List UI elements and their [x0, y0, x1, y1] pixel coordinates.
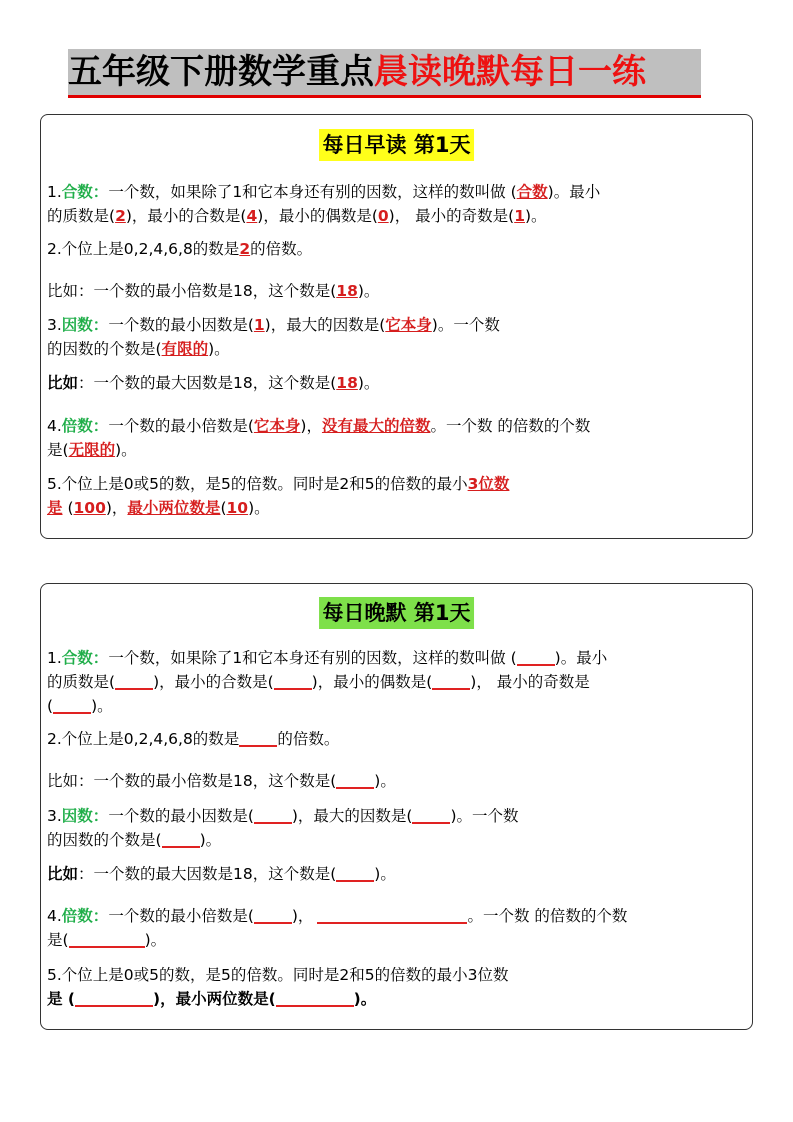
text: 一个数，如果除了1和它本身还有别的因数，这样的数叫做 ( [108, 183, 517, 201]
text: )。 [353, 990, 377, 1008]
text: )，最大的因数是( [291, 807, 413, 825]
item-number: 1. [47, 183, 62, 201]
morning-heading: 每日早读 第1天 [319, 129, 475, 161]
answer-blank[interactable] [276, 988, 354, 1007]
text: )。 [357, 374, 380, 392]
text: )， [105, 499, 128, 517]
text: 。一个数 的倍数的个数 [430, 417, 591, 435]
item-number: 4. [47, 907, 62, 925]
morning-line-8 [47, 414, 590, 438]
morning-line-10 [47, 472, 509, 496]
text: 一个数的最小因数是( [108, 807, 254, 825]
answer: 4 [246, 207, 258, 225]
text: 一个数的最小倍数是( [108, 417, 254, 435]
text: )。 [374, 772, 396, 790]
answer: 合数 [516, 183, 548, 201]
text: )。 [357, 282, 380, 300]
morning-line-6 [47, 337, 230, 361]
term-multiple: 倍数： [61, 417, 109, 435]
answer: 18 [336, 282, 358, 300]
text: )， 最小的奇数是 [470, 673, 590, 691]
answer-blank[interactable] [254, 805, 292, 824]
answer: 0 [377, 207, 389, 225]
answer: 10 [226, 499, 249, 517]
answer: 2 [115, 207, 126, 225]
text: )。一个数 [450, 807, 519, 825]
text: )，最小两位数是( [152, 990, 276, 1008]
text: )，最大的因数是( [264, 316, 386, 334]
answer-blank[interactable] [75, 988, 153, 1007]
answer: 有限的 [161, 340, 209, 358]
evening-line-4 [47, 727, 339, 751]
item-number: 3. [47, 316, 62, 334]
answer-blank[interactable] [517, 647, 555, 666]
text: )， 最小的奇数是( [388, 207, 515, 225]
text: )。 [91, 697, 113, 715]
text: )，最小的偶数是( [311, 673, 433, 691]
bold-text: 比如 [47, 865, 79, 883]
answer-blank[interactable] [254, 905, 292, 924]
text: ( [220, 499, 227, 517]
text: ( [47, 697, 54, 715]
evening-line-8 [47, 862, 396, 886]
text: )， [300, 417, 322, 435]
text: )。最小 [554, 649, 608, 667]
answer-blank[interactable] [53, 695, 91, 714]
answer: 18 [336, 374, 358, 392]
morning-reading-card [40, 114, 753, 539]
text: 一个数，如果除了1和它本身还有别的因数，这样的数叫做 ( [108, 649, 517, 667]
text: 。一个数 的倍数的个数 [467, 907, 628, 925]
answer-blank[interactable] [69, 929, 145, 948]
morning-line-9 [47, 438, 137, 462]
text: 的质数是( [47, 673, 116, 691]
morning-line-11 [47, 496, 270, 520]
answer: 它本身 [385, 316, 432, 334]
answer: 它本身 [253, 417, 301, 435]
text: )。 [115, 441, 137, 459]
text: 比如：一个数的最小倍数是18，这个数是( [47, 282, 337, 300]
title-black: 五年级下册数学重点 [68, 52, 374, 92]
text: 2.个位上是0,2,4,6,8的数是 [47, 240, 240, 258]
answer: 无限的 [68, 441, 116, 459]
evening-line-2 [47, 670, 590, 694]
text: )，最小的偶数是( [257, 207, 378, 225]
answer-blank[interactable] [274, 671, 312, 690]
text: )，最小的合数是( [125, 207, 247, 225]
evening-line-5 [47, 769, 396, 793]
answer-blank[interactable] [336, 770, 374, 789]
text: )。 [144, 931, 167, 949]
answer-blank[interactable] [432, 671, 470, 690]
evening-line-9 [47, 904, 627, 928]
morning-line-3 [47, 237, 312, 261]
text: )，最小的合数是( [153, 673, 274, 691]
text: 一个数的最小因数是( [108, 316, 254, 334]
text: )。 [374, 865, 396, 883]
morning-line-2 [47, 204, 547, 228]
text: )。 [199, 831, 222, 849]
answer: 100 [73, 499, 106, 517]
term-factor: 因数： [61, 316, 109, 334]
term-composite: 合数： [61, 183, 109, 201]
text: 比如：一个数的最小倍数是18，这个数是( [47, 772, 337, 790]
term-composite: 合数： [61, 649, 109, 667]
page-title [68, 49, 701, 98]
answer-blank[interactable] [336, 863, 374, 882]
bold-text: 比如 [47, 374, 79, 392]
text: 一个数的最小倍数是( [108, 907, 254, 925]
item-number: 1. [47, 649, 62, 667]
text: )。 [248, 499, 270, 517]
morning-line-1 [47, 180, 600, 204]
answer-blank-long[interactable] [317, 905, 467, 924]
answer: 1 [253, 316, 265, 334]
text: 2.个位上是0,2,4,6,8的数是 [47, 730, 240, 748]
text: ：一个数的最大因数是18，这个数是( [78, 865, 337, 883]
answer: 是 [47, 499, 63, 517]
evening-line-3 [47, 694, 113, 718]
answer-blank[interactable] [115, 671, 153, 690]
answer: 没有最大的倍数 [321, 417, 431, 435]
morning-line-7 [47, 371, 379, 395]
text: 的倍数。 [250, 240, 313, 258]
evening-line-10 [47, 928, 166, 952]
text: )。最小 [547, 183, 601, 201]
morning-line-5 [47, 313, 500, 337]
text: ( [62, 499, 74, 517]
item-number: 3. [47, 807, 62, 825]
title-red: 晨读晚默每日一练 [374, 52, 646, 92]
text: 5.个位上是0或5的数，是5的倍数。同时是2和5的倍数的最小3位数 [47, 966, 509, 984]
evening-line-6 [47, 804, 519, 828]
evening-line-1 [47, 646, 607, 670]
evening-line-12 [47, 987, 376, 1011]
evening-heading: 每日晚默 第1天 [319, 597, 475, 629]
text: )。 [525, 207, 547, 225]
term-factor: 因数： [61, 807, 109, 825]
answer-blank[interactable] [239, 728, 277, 747]
text: )， [291, 907, 314, 925]
text: )。一个数 [431, 316, 500, 334]
text: 的倍数。 [277, 730, 340, 748]
text: 5.个位上是0或5的数，是5的倍数。同时是2和5的倍数的最小 [47, 475, 468, 493]
text: )。 [208, 340, 230, 358]
text: 的质数是( [47, 207, 116, 225]
item-number: 4. [47, 417, 62, 435]
answer: 3位数 [467, 475, 510, 493]
answer: 2 [239, 240, 251, 258]
text: ：一个数的最大因数是18，这个数是( [78, 374, 337, 392]
evening-dictation-card [40, 583, 753, 1030]
text: 是 ( [47, 990, 75, 1008]
answer: 最小两位数是 [127, 499, 221, 517]
answer-blank[interactable] [162, 829, 200, 848]
evening-line-11 [47, 963, 508, 987]
answer-blank[interactable] [412, 805, 450, 824]
answer: 1 [514, 207, 525, 225]
term-multiple: 倍数： [61, 907, 109, 925]
text: 是( [47, 931, 69, 949]
morning-line-4 [47, 279, 379, 303]
evening-line-7 [47, 828, 221, 852]
text: 的因数的个数是( [47, 831, 162, 849]
text: 是( [47, 441, 69, 459]
text: 的因数的个数是( [47, 340, 162, 358]
